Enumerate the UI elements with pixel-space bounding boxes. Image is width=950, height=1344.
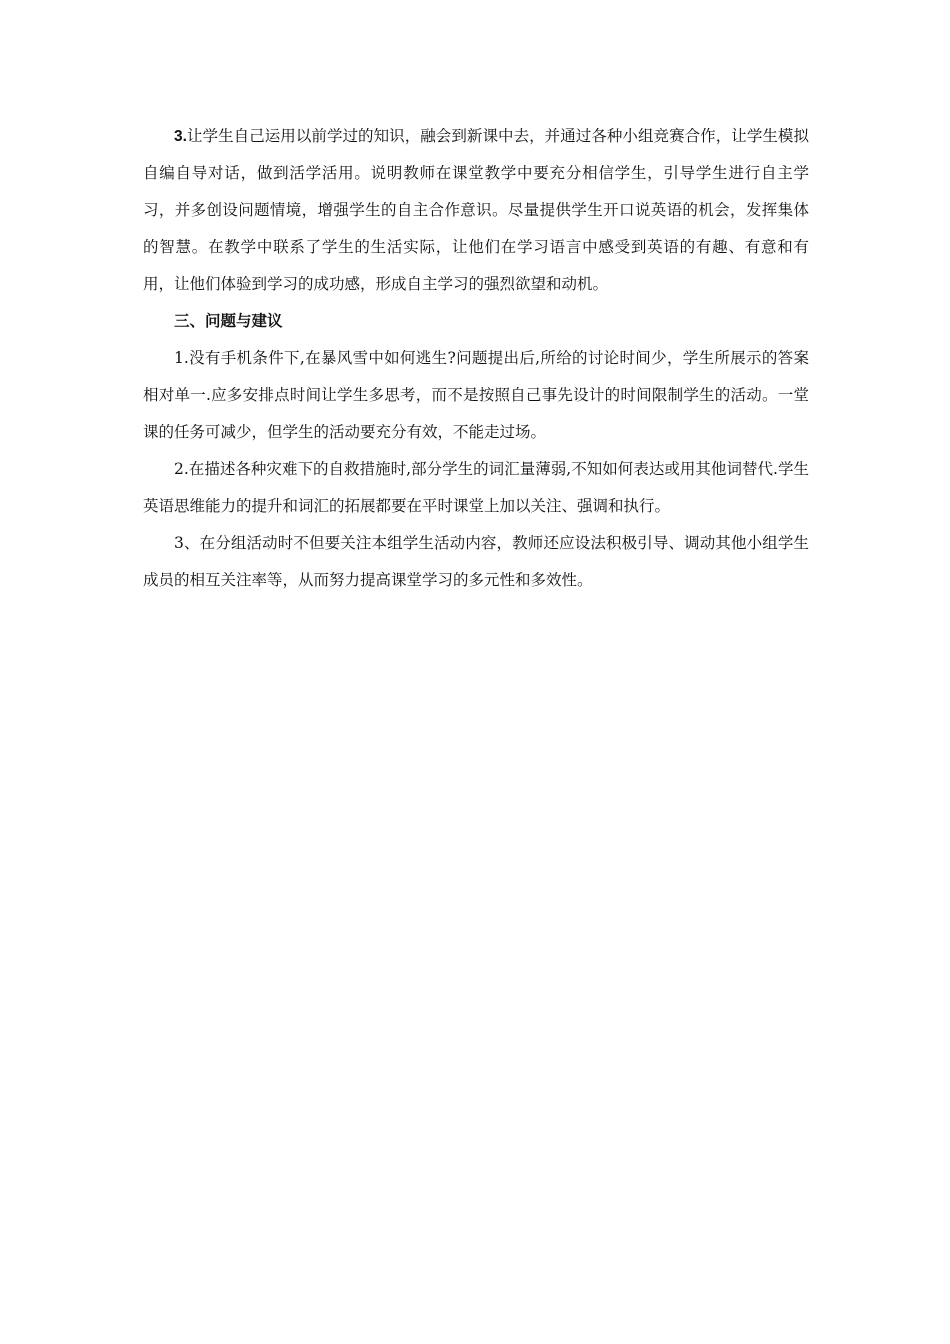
item-3-number: 3.: [174, 128, 187, 145]
section-heading-problems-suggestions: 三、问题与建议: [174, 312, 283, 330]
suggestion-item-1: 1.没有手机条件下,在暴风雪中如何逃生?问题提出后,所给的讨论时间少，学生所展示的答案相对单一.应多安排点时间让学生多思考，而不是按照自己事先设计的时间限制学生的活动。一堂课的任务可减少，但学生的活动要充分有效，不能走过场。: [143, 349, 809, 441]
document-body: [143, 118, 809, 599]
suggestion-item-3: 3、在分组活动时不但要关注本组学生活动内容，教师还应设法积极引导、调动其他小组学生成员的相互关注率等，从而努力提高课堂学习的多元性和多效性。: [143, 534, 809, 589]
suggestion-item-2: 2.在描述各种灾难下的自救措施时,部分学生的词汇量薄弱,不知如何表达或用其他词替代.学生英语思维能力的提升和词汇的拓展都要在平时课堂上加以关注、强调和执行。: [143, 460, 809, 515]
paragraph-item-3: [143, 118, 809, 303]
item-3-text: 让学生自己运用以前学过的知识，融会到新课中去，并通过各种小组竞赛合作，让学生模拟自编自导对话，做到活学活用。说明教师在课堂教学中要充分相信学生，引导学生进行自主学习，并多创设问题情境，增强学生的自主合作意识。尽量提供学生开口说英语的机会，发挥集体的智慧。在教学中联系了学生的生活实际，让他们在学习语言中感受到英语的有趣、有意和有用，让他们体验到学习的成功感，形成自主学习的强烈欲望和动机。: [143, 127, 809, 293]
